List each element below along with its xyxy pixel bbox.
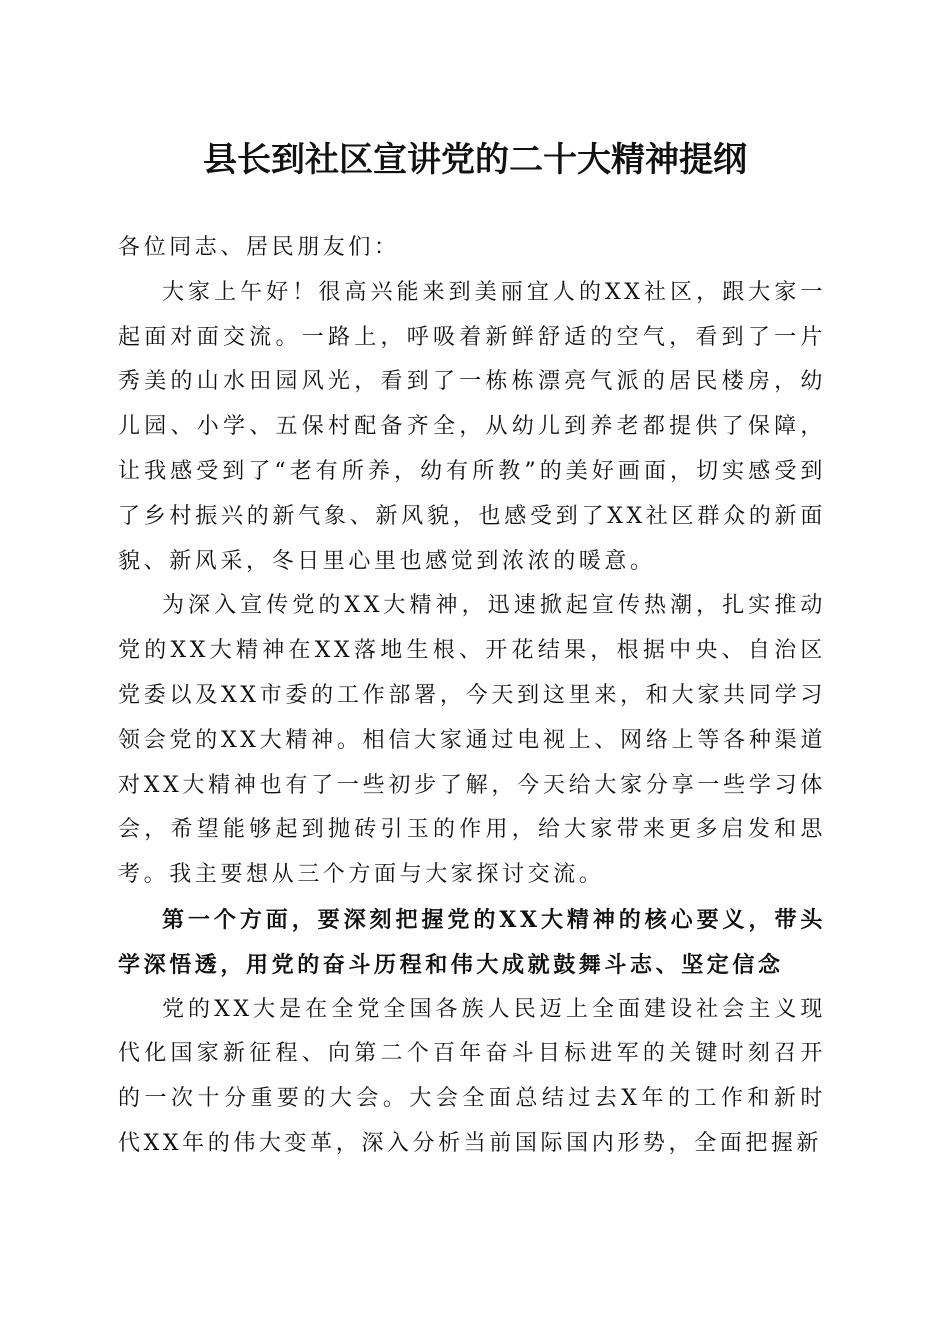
document-body <box>118 226 826 1167</box>
section-heading: 第一个方面，要深刻把握党的XX大精神的核心要义，带头学深悟透，用党的奋斗历程和伟大成就鼓舞斗志、坚定信念 <box>118 906 826 978</box>
greeting: 各位同志、居民朋友们： <box>118 235 400 260</box>
section-paragraph: 党的XX大是在全党全国各族人民迈上全面建设社会主义现代化国家新征程、向第二个百年奋斗目标进军的关键时刻召开的一次十分重要的大会。大会全面总结过去X年的工作和新时代XX年的伟大变革，深入分析当前国际国内形势，全面把握新 <box>118 996 826 1156</box>
document-title: 县长到社区宣讲党的二十大精神提纲 <box>203 140 747 180</box>
paragraph-purpose: 为深入宣传党的XX大精神，迅速掀起宣传热潮，扎实推动党的XX大精神在XX落地生根、开花结果，根据中央、自治区党委以及XX市委的工作部署，今天到这里来，和大家共同学习领会党的XX大精神。相信大家通过电视上、网络上等各种渠道对XX大精神也有了一些初步了解，今天给大家分享一些学习体会，希望能够起到抛砖引玉的作用，给大家带来更多启发和思考。我主要想从三个方面与大家探讨交流。 <box>118 593 826 888</box>
paragraph-opening: 大家上午好！很高兴能来到美丽宜人的XX社区，跟大家一起面对面交流。一路上，呼吸着新鲜舒适的空气，看到了一片秀美的山水田园风光，看到了一栋栋漂亮气派的居民楼房，幼儿园、小学、五保村配备齐全，从幼儿到养老都提供了保障，让我感受到了“老有所养，幼有所教”的美好画面，切实感受到了乡村振兴的新气象、新风貌，也感受到了XX社区群众的新面貌、新风采，冬日里心里也感觉到浓浓的暖意。 <box>118 279 826 574</box>
